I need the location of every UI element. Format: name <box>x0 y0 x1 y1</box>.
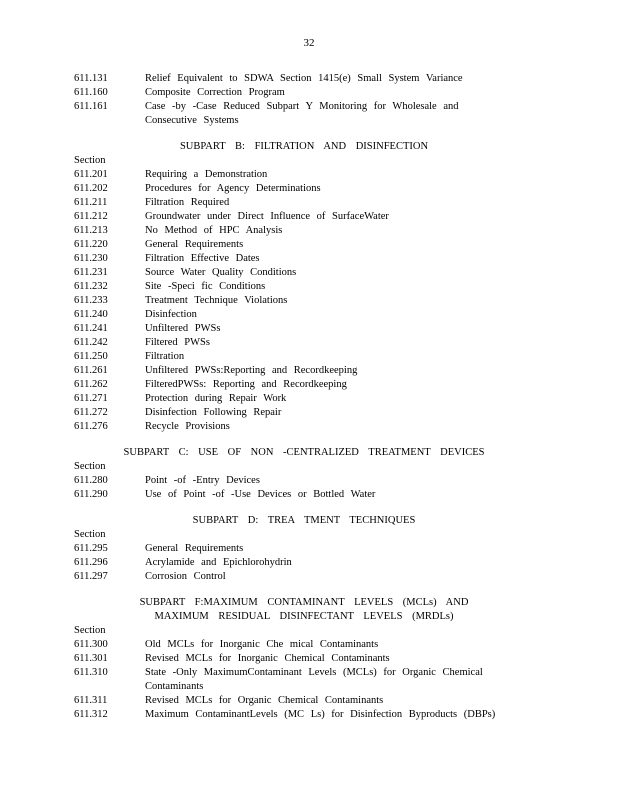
toc-group <box>74 72 544 128</box>
subpart-heading-line: SUBPART B: FILTRATION AND DISINFECTION <box>179 141 429 152</box>
toc-entry <box>74 638 544 652</box>
section-title: Case -by -Case Reduced Subpart Y Monitoring for Wholesale and Consecutive Systems <box>145 101 459 126</box>
subpart-heading-line: SUBPART D: TREA TMENT TECHNIQUES <box>192 515 416 526</box>
section-number: 611.312 <box>74 709 108 720</box>
subpart-heading-line: SUBPART F:MAXIMUM CONTAMINANT LEVELS (MCLs) AND <box>139 597 469 608</box>
section-title: Requiring a Demonstration <box>145 169 268 180</box>
subpart-heading <box>74 140 534 154</box>
toc-entry <box>74 182 544 196</box>
subpart-heading <box>74 596 534 624</box>
section-title: Disinfection <box>145 309 197 320</box>
section-number: 611.300 <box>74 639 108 650</box>
section-title: Filtration Required <box>145 197 230 208</box>
section-title: Groundwater under Direct Influence of SurfaceWater <box>145 211 389 222</box>
section-number: 611.272 <box>74 407 108 418</box>
toc-entry <box>74 210 544 224</box>
toc-entry <box>74 86 544 100</box>
section-number: 611.212 <box>74 211 108 222</box>
subpart-heading <box>74 446 534 460</box>
section-title: Acrylamide and Epichlorohydrin <box>145 557 292 568</box>
section-number: 611.160 <box>74 87 108 98</box>
toc-entry <box>74 652 544 666</box>
toc-entry <box>74 238 544 252</box>
section-title: Source Water Quality Conditions <box>145 267 297 278</box>
section-title: No Method of HPC Analysis <box>145 225 283 236</box>
section-number: 611.297 <box>74 571 108 582</box>
section-number: 611.311 <box>74 695 108 706</box>
section-number: 611.271 <box>74 393 108 404</box>
toc-entry <box>74 100 544 128</box>
toc-entry <box>74 168 544 182</box>
toc-entry <box>74 280 544 294</box>
section-title: Site -Speci fic Conditions <box>145 281 266 292</box>
toc-group <box>74 446 544 502</box>
toc-entry <box>74 350 544 364</box>
section-number: 611.242 <box>74 337 108 348</box>
toc-entry <box>74 406 544 420</box>
section-number: 611.280 <box>74 475 108 486</box>
toc-entry <box>74 308 544 322</box>
section-number: 611.262 <box>74 379 108 390</box>
section-number: 611.241 <box>74 323 108 334</box>
section-title: General Requirements <box>145 239 244 250</box>
section-label: Section <box>74 155 106 166</box>
table-of-contents <box>74 72 544 722</box>
section-number: 611.230 <box>74 253 108 264</box>
toc-group <box>74 514 544 584</box>
section-number: 611.232 <box>74 281 108 292</box>
section-title: Maximum ContaminantLevels (MC Ls) for Disinfection Byproducts (DBPs) <box>145 709 496 720</box>
section-number: 611.131 <box>74 73 108 84</box>
toc-entry <box>74 196 544 210</box>
section-label: Section <box>74 625 106 636</box>
toc-entry <box>74 570 544 584</box>
section-number: 611.220 <box>74 239 108 250</box>
toc-entry <box>74 694 544 708</box>
toc-entry <box>74 266 544 280</box>
toc-entry <box>74 708 544 722</box>
section-title: Recycle Provisions <box>145 421 230 432</box>
section-title: Unfiltered PWSs:Reporting and Recordkeeping <box>145 365 358 376</box>
section-title: Old MCLs for Inorganic Che mical Contaminants <box>145 639 379 650</box>
toc-entry <box>74 392 544 406</box>
section-label: Section <box>74 529 106 540</box>
section-title: Revised MCLs for Inorganic Chemical Contaminants <box>145 653 390 664</box>
toc-entry <box>74 420 544 434</box>
page-number: 32 <box>303 37 315 49</box>
toc-entry <box>74 666 544 694</box>
section-title: State -Only MaximumContaminant Levels (MCLs) for Organic Chemical Contaminants <box>145 667 483 692</box>
section-number: 611.202 <box>74 183 108 194</box>
section-title: Treatment Technique Violations <box>145 295 288 306</box>
section-title: Composite Correction Program <box>145 87 285 98</box>
section-number: 611.240 <box>74 309 108 320</box>
section-number: 611.296 <box>74 557 108 568</box>
toc-entry <box>74 556 544 570</box>
subpart-heading-line: SUBPART C: USE OF NON -CENTRALIZED TREATMENT DEVICES <box>123 447 485 458</box>
toc-entry <box>74 224 544 238</box>
section-number: 611.250 <box>74 351 108 362</box>
section-number: 611.290 <box>74 489 108 500</box>
section-title: General Requirements <box>145 543 244 554</box>
section-title: Relief Equivalent to SDWA Section 1415(e) Small System Variance <box>145 73 463 84</box>
section-number: 611.276 <box>74 421 108 432</box>
section-title: Protection during Repair Work <box>145 393 287 404</box>
section-number: 611.295 <box>74 543 108 554</box>
subpart-heading <box>74 514 534 528</box>
toc-entry <box>74 474 544 488</box>
toc-entry <box>74 336 544 350</box>
section-number: 611.310 <box>74 667 108 678</box>
toc-group <box>74 596 544 722</box>
section-title: Unfiltered PWSs <box>145 323 221 334</box>
section-number: 611.261 <box>74 365 108 376</box>
section-number: 611.213 <box>74 225 108 236</box>
section-number: 611.233 <box>74 295 108 306</box>
section-title: Procedures for Agency Determinations <box>145 183 321 194</box>
section-title: Filtered PWSs <box>145 337 210 348</box>
section-number: 611.301 <box>74 653 108 664</box>
section-number: 611.231 <box>74 267 108 278</box>
toc-entry <box>74 322 544 336</box>
section-title: Use of Point -of -Use Devices or Bottled Water <box>145 489 376 500</box>
toc-entry <box>74 72 544 86</box>
section-title: Revised MCLs for Organic Chemical Contaminants <box>145 695 384 706</box>
toc-entry <box>74 542 544 556</box>
section-title: Disinfection Following Repair <box>145 407 282 418</box>
toc-entry <box>74 378 544 392</box>
section-title: Filtration <box>145 351 185 362</box>
subpart-heading-line: MAXIMUM RESIDUAL DISINFECTANT LEVELS (MRDLs) <box>154 611 454 622</box>
section-title: Filtration Effective Dates <box>145 253 260 264</box>
section-title: FilteredPWSs: Reporting and Recordkeeping <box>145 379 347 390</box>
toc-group <box>74 140 544 434</box>
toc-entry <box>74 488 544 502</box>
section-number: 611.161 <box>74 101 108 112</box>
section-title: Point -of -Entry Devices <box>145 475 260 486</box>
section-number: 611.201 <box>74 169 108 180</box>
section-label: Section <box>74 461 106 472</box>
toc-entry <box>74 294 544 308</box>
section-title: Corrosion Control <box>145 571 226 582</box>
toc-entry <box>74 364 544 378</box>
toc-entry <box>74 252 544 266</box>
section-number: 611.211 <box>74 197 108 208</box>
